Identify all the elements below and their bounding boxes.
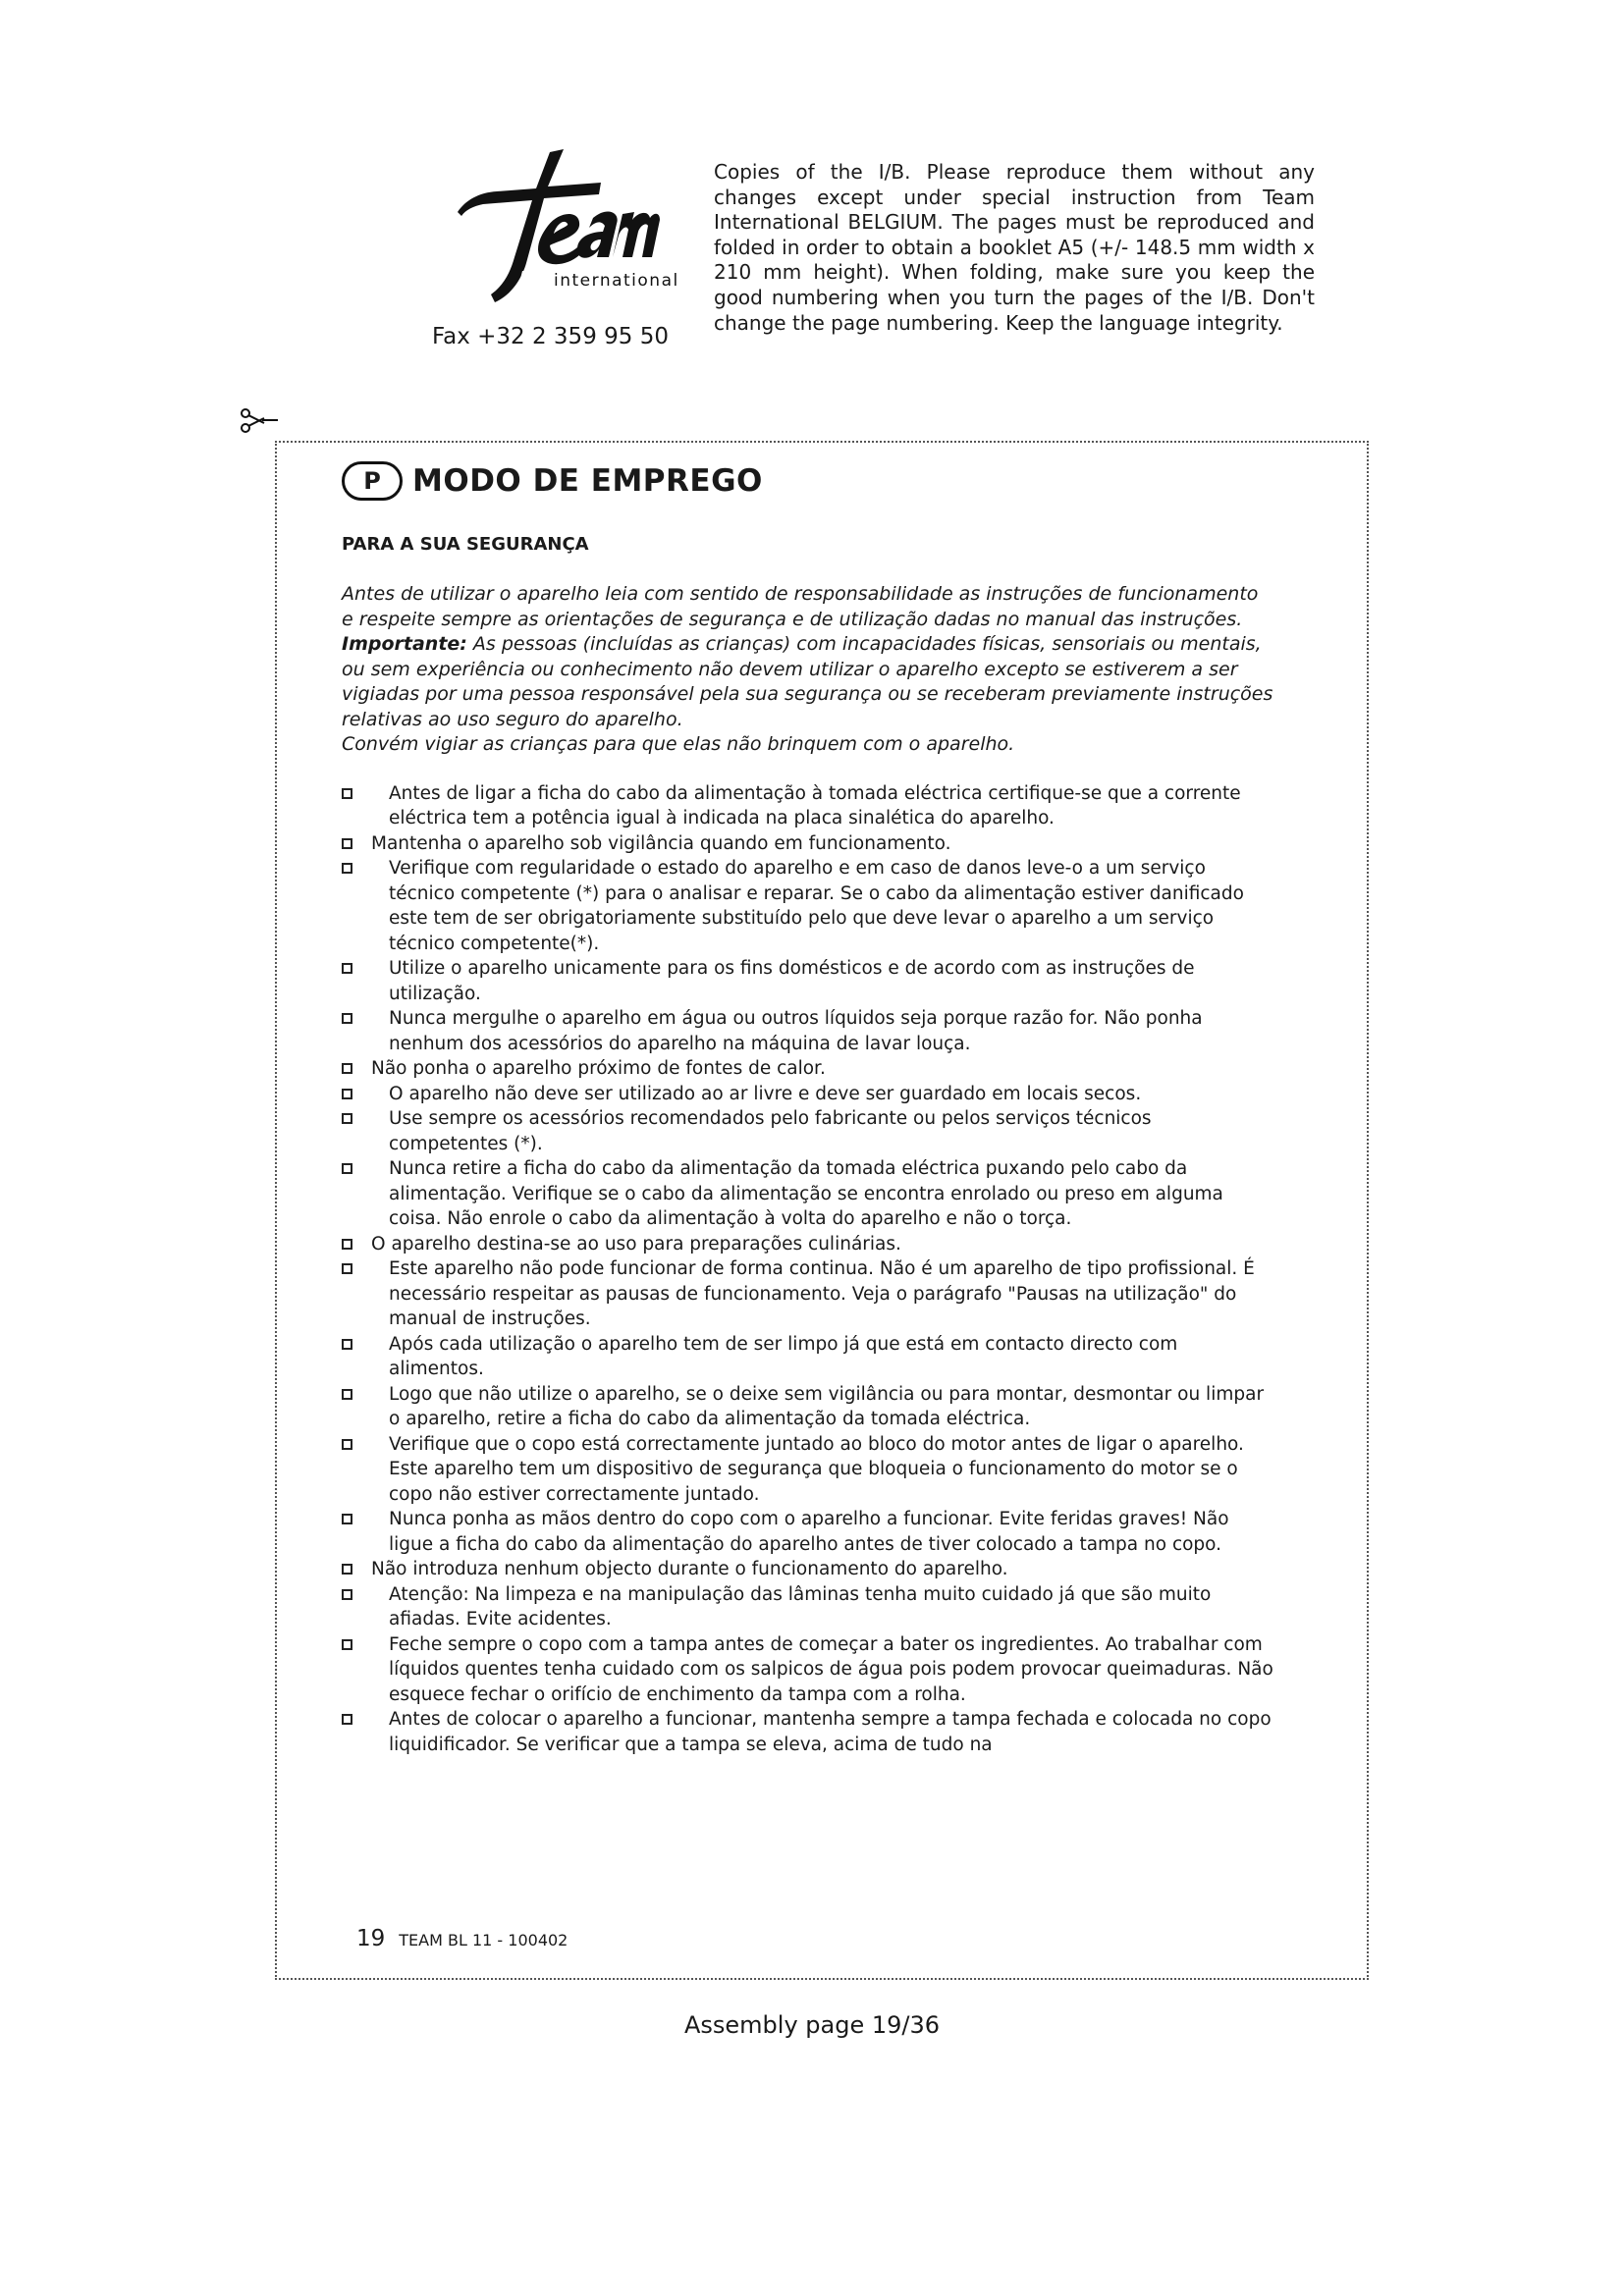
- list-item: [342, 1632, 1274, 1708]
- list-item: [342, 1432, 1274, 1508]
- list-item: [342, 956, 1274, 1006]
- checkbox-bullet-icon: [342, 863, 352, 874]
- list-item: [342, 831, 1274, 857]
- important-text: As pessoas (incluídas as crianças) com incapacidades físicas, sensoriais ou mentais, ou sem experiência ou conhecimento não devem utilizar o aparelho excepto se estiverem a ser vigiadas por uma pessoa responsável pela sua segurança ou se receberam previamente instruções relativas ao uso seguro do aparelho.: [342, 633, 1273, 730]
- list-item-text: Verifique com regularidade o estado do aparelho e em caso de danos leve-o a um serviço técnico competente (*) para o analisar e reparar. Se o cabo da alimentação estiver danificado este tem de ser obrigatoriamente substituído pelo que deve levar o aparelho a um serviço técnico competente(*).: [389, 858, 1244, 954]
- safety-intro: [342, 582, 1274, 758]
- list-item-text: Use sempre os acessórios recomendados pelo fabricante ou pelos serviços técnicos competentes (*).: [389, 1108, 1152, 1154]
- checkbox-bullet-icon: [342, 1113, 352, 1124]
- fax-number: Fax +32 2 359 95 50: [432, 324, 669, 349]
- checkbox-bullet-icon: [342, 1089, 352, 1099]
- scissors-icon: [239, 408, 278, 434]
- reproduction-note-text: Copies of the I/B. Please reproduce them without any changes except under special instruction from Team International BELGIUM. The pages must be reproduced and folded in order to obtain a booklet A5 (+/- 148.5 mm width x 210 mm height). When folding, make sure you keep the good numbering when you turn the pages of the I/B. Don't change the page numbering. Keep the language integrity.: [714, 160, 1315, 335]
- list-item: [342, 1106, 1274, 1156]
- section-subtitle: PARA A SUA SEGURANÇA: [342, 534, 589, 555]
- children-paragraph: Convém vigiar as crianças para que elas não brinquem com o aparelho.: [342, 733, 1015, 755]
- safety-list: [342, 781, 1274, 1758]
- checkbox-bullet-icon: [342, 1714, 352, 1725]
- checkbox-bullet-icon: [342, 1564, 352, 1575]
- checkbox-bullet-icon: [342, 963, 352, 974]
- list-item: [342, 1006, 1274, 1056]
- list-item-text: Mantenha o aparelho sob vigilância quando em funcionamento.: [371, 832, 951, 854]
- checkbox-bullet-icon: [342, 788, 352, 799]
- list-item: [342, 1232, 1274, 1257]
- list-item-text: Nunca ponha as mãos dentro do copo com o aparelho a funcionar. Evite feridas graves! Não ligue a ficha do cabo da alimentação do aparelho antes de tiver colocado a tampa no copo.: [389, 1509, 1229, 1555]
- page-number: 19: [356, 1926, 386, 1951]
- list-item: [342, 1382, 1274, 1432]
- checkbox-bullet-icon: [342, 1639, 352, 1650]
- list-item-text: Não ponha o aparelho próximo de fontes de calor.: [371, 1058, 826, 1079]
- list-item-text: Antes de ligar a ficha do cabo da alimentação à tomada eléctrica certifique-se que a corrente eléctrica tem a potência igual à indicada na placa sinalética do aparelho.: [389, 782, 1241, 828]
- list-item-text: Nunca retire a ficha do cabo da alimentação da tomada eléctrica puxando pelo cabo da alimentação. Verifique se o cabo da alimentação se encontra enrolado ou preso em alguma coisa. Não enrole o cabo da alimentação à volta do aparelho e não o torça.: [389, 1158, 1223, 1229]
- list-item-text: Atenção: Na limpeza e na manipulação das lâminas tenha muito cuidado já que são muito afiadas. Evite acidentes.: [389, 1583, 1212, 1629]
- list-item: [342, 781, 1274, 831]
- list-item: [342, 1582, 1274, 1632]
- list-item: [342, 1707, 1274, 1757]
- section-title-row: [342, 461, 1274, 501]
- checkbox-bullet-icon: [342, 1163, 352, 1174]
- list-item-text: Este aparelho não pode funcionar de forma continua. Não é um aparelho de tipo profissional. É necessário respeitar as pausas de funcionamento. Veja o parágrafo "Pausas na utilização" do manual de instruções.: [389, 1258, 1255, 1329]
- assembly-page-label: Assembly page 19/36: [683, 2011, 941, 2039]
- model-code: TEAM BL 11 - 100402: [399, 1931, 568, 1949]
- list-item-text: Utilize o aparelho unicamente para os fins domésticos e de acordo com as instruções de utilização.: [389, 958, 1195, 1004]
- logo-subtext: international: [554, 271, 679, 291]
- list-item: [342, 1332, 1274, 1382]
- list-item-text: Após cada utilização o aparelho tem de ser limpo já que está em contacto directo com alimentos.: [389, 1333, 1178, 1379]
- important-label: Importante:: [342, 633, 467, 655]
- checkbox-bullet-icon: [342, 1263, 352, 1274]
- checkbox-bullet-icon: [342, 1013, 352, 1024]
- important-paragraph: [342, 632, 1274, 732]
- list-item: [342, 1256, 1274, 1332]
- checkbox-bullet-icon: [342, 1514, 352, 1524]
- reproduction-note: [714, 160, 1315, 336]
- language-badge: P: [342, 461, 403, 501]
- list-item: [342, 1557, 1274, 1582]
- list-item-text: Logo que não utilize o aparelho, se o deixe sem vigilância ou para montar, desmontar ou limpar o aparelho, retire a ficha do cabo da alimentação da tomada eléctrica.: [389, 1383, 1265, 1429]
- checkbox-bullet-icon: [342, 1389, 352, 1400]
- manual-page-content: [342, 461, 1274, 1757]
- list-item-text: Não introduza nenhum objecto durante o funcionamento do aparelho.: [371, 1559, 1008, 1579]
- checkbox-bullet-icon: [342, 1439, 352, 1450]
- page-footer: [356, 1926, 568, 1951]
- list-item-text: Feche sempre o copo com a tampa antes de começar a bater os ingredientes. Ao trabalhar com líquidos quentes tenha cuidado com os salpicos de água pois podem provocar queimaduras. Não esquece fechar o orifício de enchimento da tampa com a rolha.: [389, 1633, 1273, 1705]
- list-item: [342, 1082, 1274, 1107]
- list-item: [342, 1156, 1274, 1232]
- list-item-text: O aparelho destina-se ao uso para preparações culinárias.: [371, 1233, 901, 1255]
- checkbox-bullet-icon: [342, 1239, 352, 1250]
- intro-paragraph: Antes de utilizar o aparelho leia com sentido de responsabilidade as instruções de funcionamento e respeite sempre as orientações de segurança e de utilização dadas no manual das instruções.: [342, 583, 1259, 630]
- list-item: [342, 1507, 1274, 1557]
- section-title: MODO DE EMPREGO: [412, 463, 763, 499]
- checkbox-bullet-icon: [342, 1589, 352, 1600]
- list-item: [342, 856, 1274, 956]
- checkbox-bullet-icon: [342, 838, 352, 849]
- list-item-text: Nunca mergulhe o aparelho em água ou outros líquidos seja porque razão for. Não ponha nenhum dos acessórios do aparelho na máquina de lavar louça.: [389, 1008, 1203, 1054]
- list-item-text: Antes de colocar o aparelho a funcionar, mantenha sempre a tampa fechada e colocada no copo liquidificador. Se verificar que a tampa se eleva, acima de tudo na: [389, 1709, 1272, 1755]
- list-item-text: O aparelho não deve ser utilizado ao ar livre e deve ser guardado em locais secos.: [389, 1083, 1142, 1104]
- checkbox-bullet-icon: [342, 1063, 352, 1074]
- team-international-logo: [454, 147, 679, 319]
- checkbox-bullet-icon: [342, 1339, 352, 1350]
- list-item: [342, 1056, 1274, 1082]
- list-item-text: Verifique que o copo está correctamente juntado ao bloco do motor antes de ligar o aparelho. Este aparelho tem um dispositivo de segurança que bloqueia o funcionamento do motor se o copo não estiver correctamente juntado.: [389, 1433, 1244, 1505]
